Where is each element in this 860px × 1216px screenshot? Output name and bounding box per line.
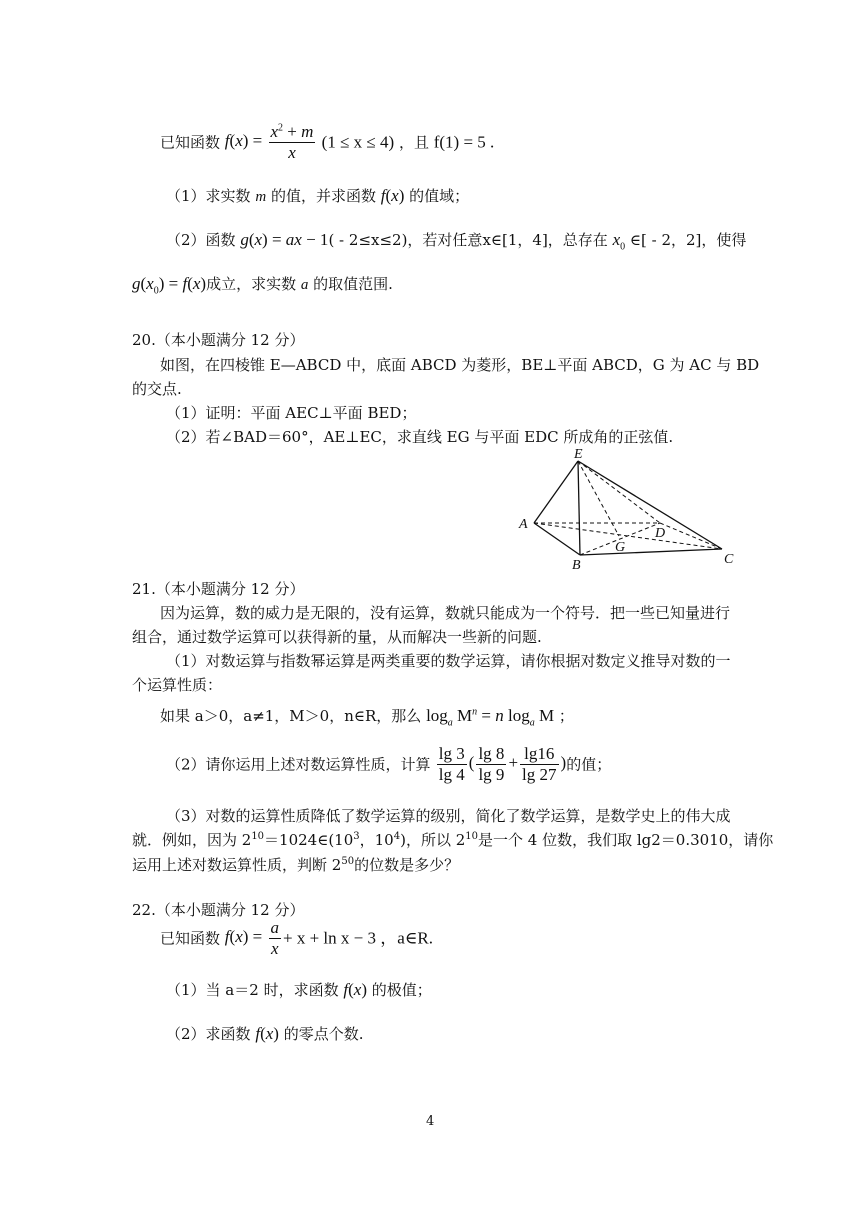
q21-part1-line1: （1）对数运算与指数幂运算是两类重要的数学运算，请你根据对数定义推导对数的一	[166, 652, 731, 670]
q22-part2-text-b: 的零点个数.	[283, 1025, 364, 1043]
q22-part1-fx: f(x)	[343, 980, 367, 999]
q20-header: 20.（本小题满分 12 分）	[132, 331, 305, 349]
q19-part2-text-b: ( - 2≤x≤2)，若对任意	[328, 231, 483, 249]
q21-part2-text-b: 的值；	[566, 755, 612, 774]
q19-part2-text-c: x∈[1，4]，总存在	[482, 231, 608, 249]
edge-EB	[578, 461, 580, 555]
q19-part2-eq: $g(x_0) = f(x)$	[132, 274, 207, 297]
q20-line2: 的交点.	[132, 380, 182, 398]
edge-ED	[578, 461, 660, 523]
q19-part2-gx: g(x) = ax − 1	[240, 230, 329, 249]
q21-line2: 组合，通过数学运算可以获得新的量，从而解决一些新的问题.	[132, 628, 542, 646]
q22-intro-rest: + x + ln x − 3 ，a∈R.	[283, 928, 433, 948]
q21-part3-t3: ，10	[359, 831, 394, 849]
q21-header: 21.（本小题满分 12 分）	[132, 580, 305, 598]
edge-EA	[534, 461, 578, 523]
q21-sup-3: 3	[353, 831, 360, 842]
q22-part2-text-a: （2）求函数	[166, 1025, 251, 1043]
q22-intro-prefix: 已知函数	[160, 929, 221, 948]
q21-log-property: 如果 a＞0，a≠1，M＞0，n∈R，那么 $\log_a M^n = n$ $\log_a M$ ；	[160, 706, 574, 729]
q19-part1	[166, 186, 469, 207]
q19-part1-text-a: （1）求实数	[166, 187, 251, 205]
q21-sup-10b: 10	[465, 831, 479, 842]
q22-fx-def: f(x) = $\frac{a}{x}$	[224, 918, 279, 958]
q22-part1-text-b: 的极值；	[371, 981, 432, 999]
q19-part2	[166, 230, 747, 253]
q21-part2-text-a: （2）请你运用上述对数运算性质，计算	[166, 755, 431, 774]
q21-part3-t6: 运用上述对数运算性质，判断 2	[132, 856, 342, 874]
q21-cond-text: 如果 a＞0，a≠1，M＞0，n∈R，那么	[160, 707, 422, 725]
edge-BC	[580, 549, 722, 555]
edge-EG	[578, 461, 619, 536]
q20-part2: （2）若∠BAD＝60°，AE⊥EC，求直线 EG 与平面 EDC 所成角的正弦值.	[166, 428, 674, 446]
edge-AB	[534, 523, 580, 555]
q21-sup-4: 4	[393, 831, 401, 842]
q21-sup-10: 10	[251, 831, 265, 842]
q19-part1-text-b: 的值，并求函数	[270, 187, 376, 205]
q19-part2-text-f: 的取值范围.	[313, 275, 393, 293]
q21-part3-t7: 的位数是多少？	[354, 856, 460, 874]
label-G: G	[615, 540, 626, 555]
q19-part2-cont	[132, 274, 393, 295]
q19-part2-x0: $x_0$	[612, 230, 626, 253]
q19-part2-text-a: （2）函数	[166, 231, 236, 249]
q19-part2-text-d: ∈[ - 2，2]，使得	[629, 231, 747, 249]
q22-part2	[166, 1024, 364, 1044]
q19-intro-prefix: 已知函数	[160, 133, 221, 152]
label-A: A	[519, 517, 528, 532]
q19-fx-def: f(x) = $\frac{x^2 + m}{x}$	[224, 122, 314, 162]
q21-part3-t1: 就．例如，因为 2	[132, 831, 252, 849]
q21-part3-t4: )，所以 2	[400, 831, 466, 849]
edge-DC	[660, 523, 722, 549]
q19-f1: f(1) = 5 .	[433, 132, 495, 152]
q19-fraction: $\frac{x^2 + m}{x}$	[270, 122, 314, 162]
label-E: E	[574, 447, 583, 462]
page-number: 4	[426, 1114, 435, 1129]
q20-part1: （1）证明：平面 AEC⊥平面 BED；	[166, 404, 417, 422]
q21-part3-line3	[132, 855, 459, 875]
q22-intro	[160, 918, 433, 962]
q19-part2-text-e: 成立，求实数	[206, 275, 297, 293]
q21-line1: 因为运算，数的威力是无限的，没有运算，数就只能成为一个符号．把一些已知量进行	[160, 604, 731, 622]
q19-intro	[160, 122, 494, 166]
label-C: C	[724, 552, 734, 567]
q22-header: 22.（本小题满分 12 分）	[132, 901, 305, 919]
pyramid-figure	[512, 445, 744, 573]
q22-part2-fx: f(x)	[255, 1024, 279, 1043]
q21-part3-t2: ＝1024∈(10	[264, 831, 354, 849]
q19-part1-text-c: 的值域；	[409, 187, 470, 205]
q21-part2-expression: $\frac{\lg 3}{\lg 4}$ ( $\frac{\lg 8}{\lg 9}$ + $\frac{\lg 16}{\lg 27}$ )	[438, 744, 567, 784]
q21-part1-line2: 个运算性质：	[132, 676, 223, 694]
q20-line1: 如图，在四棱锥 E—ABCD 中，底面 ABCD 为菱形，BE⊥平面 ABCD，G 为 AC 与 BD	[160, 356, 760, 374]
q21-sup-50: 50	[341, 856, 355, 867]
q22-part1	[166, 980, 432, 1000]
q19-part1-fx: f(x)	[380, 186, 405, 205]
label-D: D	[655, 526, 666, 541]
q21-log-formula: $\log_a M^n = n$ $\log_a M$	[426, 706, 555, 729]
q21-part3-t5: 是一个 4 位数，我们取 lg2＝0.3010，请你	[478, 831, 774, 849]
label-B: B	[572, 558, 581, 573]
q21-part3-line1: （3）对数的运算性质降低了数学运算的级别，简化了数学运算，是数学史上的伟大成	[166, 807, 731, 825]
edge-EC	[578, 461, 722, 549]
q19-part2-a: a	[300, 277, 309, 293]
q22-part1-text-a: （1）当 a＝2 时，求函数	[166, 981, 339, 999]
q19-domain: (1 ≤ x ≤ 4)	[321, 132, 395, 152]
q19-part1-m: m	[255, 189, 267, 205]
q19-intro-suffix: ，且	[398, 133, 429, 152]
q21-part2	[166, 744, 611, 792]
q21-part3-line2	[132, 830, 773, 850]
